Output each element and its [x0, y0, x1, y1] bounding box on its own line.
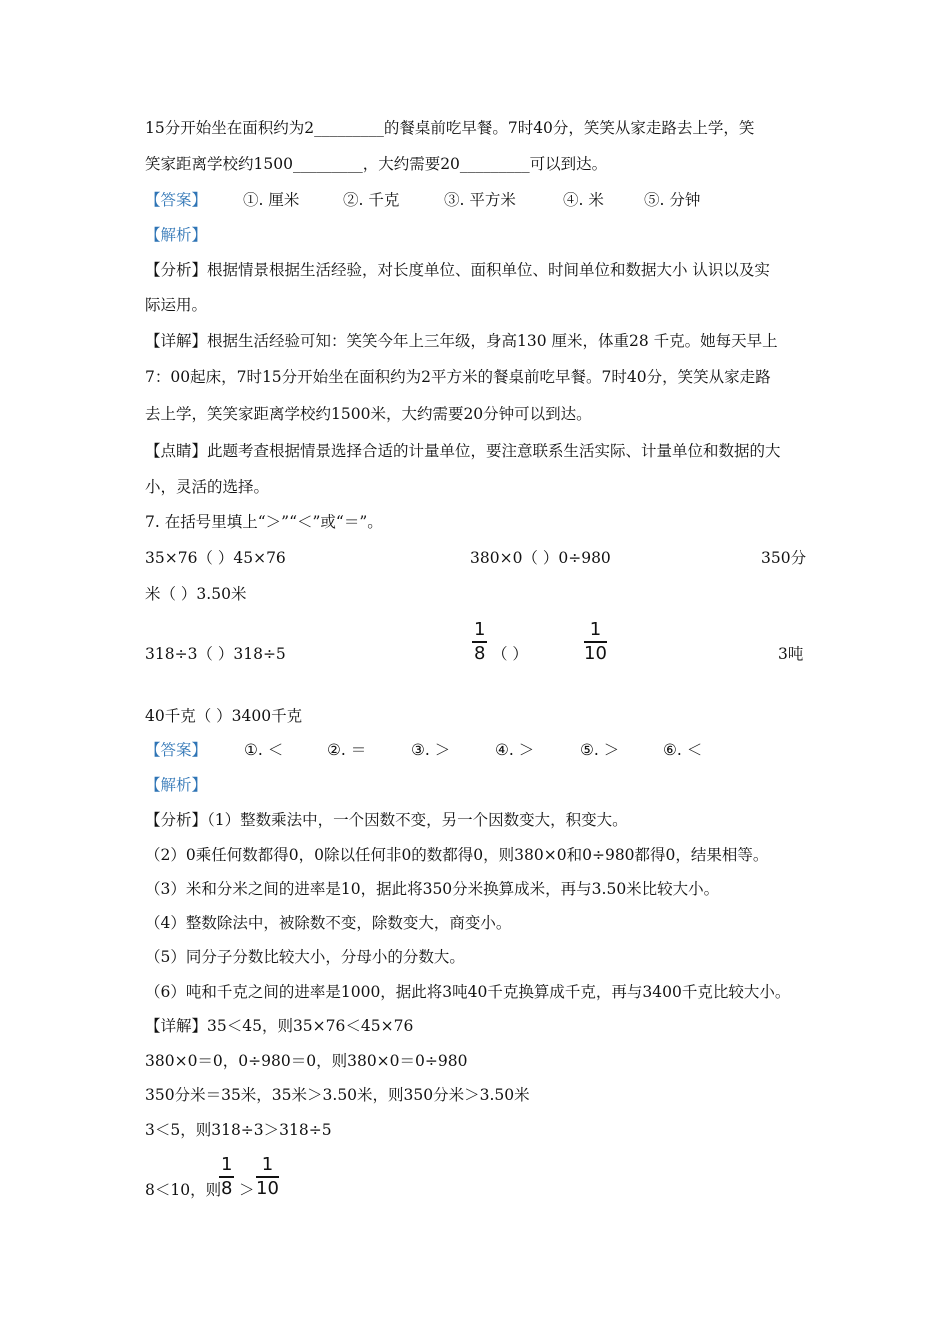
fraction-numerator: 1	[261, 1154, 274, 1175]
text-line: 小，灵活的选择。	[145, 478, 270, 496]
text-line: 【分析】根据情景根据生活经验，对长度单位、面积单位、时间单位和数据大小 认识以及实	[145, 261, 770, 279]
fraction-numerator: 1	[589, 619, 602, 640]
fraction-denominator: 10	[256, 1177, 279, 1199]
answer-item: ⑤. 分钟	[644, 191, 701, 209]
text-line: 【分析】（1）整数乘法中，一个因数不变，另一个因数变大，积变大。	[145, 811, 628, 829]
answer-item: ⑥. ＜	[663, 741, 703, 759]
text-line: 3＜5，则318÷3＞318÷5	[145, 1121, 332, 1139]
text-line: 380×0＝0，0÷980＝0，则380×0＝0÷980	[145, 1052, 468, 1070]
fraction-numerator: 1	[474, 619, 486, 640]
comparison-item: 35×76（ ）45×76	[145, 549, 286, 567]
comparison-blank: （ ）	[492, 645, 528, 663]
text-line: 笑家距离学校约1500_________，大约需要20_________可以到达。	[145, 155, 608, 173]
comparison-item: 318÷3（ ）318÷5	[145, 645, 286, 663]
answer-item: ③. 平方米	[444, 191, 516, 209]
greater-than-sign: ＞	[239, 1181, 255, 1199]
analysis-label: 【解析】	[145, 226, 208, 244]
text-line: 8＜10，则	[145, 1181, 222, 1199]
answer-item: ②. ＝	[327, 741, 367, 759]
answer-label: 【答案】	[145, 741, 208, 759]
text-line: 【详解】35＜45，则35×76＜45×76	[145, 1017, 414, 1035]
text-line: 去上学，笑笑家距离学校约1500米，大约需要20分钟可以到达。	[145, 405, 592, 423]
answer-item: ⑤. ＞	[580, 741, 620, 759]
fraction-denominator: 8	[221, 1177, 233, 1199]
text-line: （6）吨和千克之间的进率是1000，据此将3吨40千克换算成千克，再与3400千克比较大小。	[145, 983, 791, 1001]
answer-item: ①. 厘米	[243, 191, 300, 209]
answer-item: ③. ＞	[411, 741, 451, 759]
fraction	[219, 1155, 234, 1199]
fraction-denominator: 10	[584, 642, 607, 664]
answer-item: ①. ＜	[244, 741, 284, 759]
answer-item: ②. 千克	[343, 191, 400, 209]
comparison-item: 380×0（ ）0÷980	[470, 549, 611, 567]
text-line: 15分开始坐在面积约为2_________的餐桌前吃早餐。7时40分，笑笑从家走路去上学，笑	[145, 119, 755, 137]
answer-item: ④. ＞	[495, 741, 535, 759]
comparison-item: 40千克（ ）3400千克	[145, 707, 303, 725]
text-line: （4）整数除法中，被除数不变，除数变大，商变小。	[145, 914, 512, 932]
fraction-denominator: 8	[474, 642, 486, 664]
comparison-item: 米（ ）3.50米	[145, 585, 247, 603]
answer-item: ④. 米	[563, 191, 604, 209]
text-line: （3）米和分米之间的进率是10，据此将350分米换算成米，再与3.50米比较大小。	[145, 880, 720, 898]
text-line: 350分米＝35米，35米＞3.50米，则350分米＞3.50米	[145, 1086, 530, 1104]
answer-label: 【答案】	[145, 191, 208, 209]
text-line: 际运用。	[145, 296, 208, 314]
text-line: （5）同分子分数比较大小，分母小的分数大。	[145, 948, 465, 966]
text-line: 7：00起床，7时15分开始坐在面积约为2平方米的餐桌前吃早餐。7时40分，笑笑从家走路	[145, 368, 771, 386]
question-7-title: 7. 在括号里填上“＞”“＜”或“＝”。	[145, 513, 383, 531]
fraction	[256, 1155, 279, 1199]
analysis-label: 【解析】	[145, 776, 208, 794]
fraction	[472, 620, 487, 664]
text-line: （2）0乘任何数都得0，0除以任何非0的数都得0，则380×0和0÷980都得0，结果相等。	[145, 846, 769, 864]
comparison-item: 3吨	[778, 645, 804, 663]
text-line: 【详解】根据生活经验可知：笑笑今年上三年级，身高130 厘米，体重28 千克。她每天早上	[145, 332, 778, 350]
comparison-item: 350分	[761, 549, 807, 567]
fraction-numerator: 1	[221, 1154, 233, 1175]
text-line: 【点睛】此题考查根据情景选择合适的计量单位，要注意联系生活实际、计量单位和数据的大	[145, 442, 781, 460]
fraction	[584, 620, 607, 664]
